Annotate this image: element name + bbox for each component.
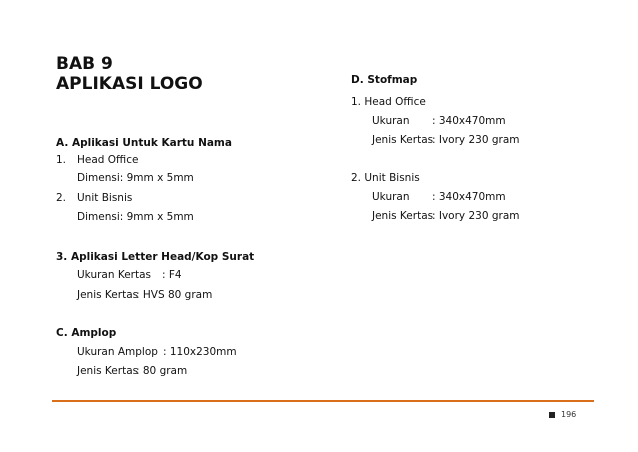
page-marker-square-icon (549, 412, 555, 418)
spec-key: Jenis Kertas (372, 134, 434, 146)
spec-key: Ukuran (372, 115, 410, 127)
section-d-heading: D. Stofmap (351, 74, 418, 86)
spec-key: Ukuran Amplop (77, 346, 158, 358)
spec-value: : 340x470mm (432, 115, 506, 127)
spec-key: Ukuran Kertas (77, 269, 152, 281)
spec-key: Ukuran (372, 191, 410, 203)
item-label: Unit Bisnis (77, 192, 133, 204)
chapter-title: APLIKASI LOGO (56, 74, 203, 94)
section-c-heading: C. Amplop (56, 327, 117, 339)
spec-value: : 340x470mm (432, 191, 506, 203)
spec-value: : F4 (162, 269, 182, 281)
spec-key: Jenis Kertas (77, 365, 139, 377)
group-label: 2. Unit Bisnis (351, 172, 420, 184)
spec-key: Jenis Kertas (77, 289, 139, 301)
item-label: Head Office (77, 154, 139, 166)
page-number: 196 (561, 410, 577, 419)
chapter-number: BAB 9 (56, 54, 113, 74)
spec-value: : Ivory 230 gram (432, 210, 520, 222)
group-label: 1. Head Office (351, 96, 426, 108)
footer-rule (52, 400, 594, 402)
item-number: 2. (56, 192, 67, 204)
spec-value: : 110x230mm (163, 346, 237, 358)
spec-value: : HVS 80 gram (136, 289, 213, 301)
item-detail: Dimensi: 9mm x 5mm (77, 172, 194, 184)
item-detail: Dimensi: 9mm x 5mm (77, 211, 194, 223)
spec-value: : Ivory 230 gram (432, 134, 520, 146)
item-number: 1. (56, 154, 67, 166)
spec-key: Jenis Kertas (372, 210, 434, 222)
section-a-heading: A. Aplikasi Untuk Kartu Nama (56, 137, 232, 149)
section-3-heading: 3. Aplikasi Letter Head/Kop Surat (56, 251, 255, 263)
spec-value: : 80 gram (136, 365, 188, 377)
